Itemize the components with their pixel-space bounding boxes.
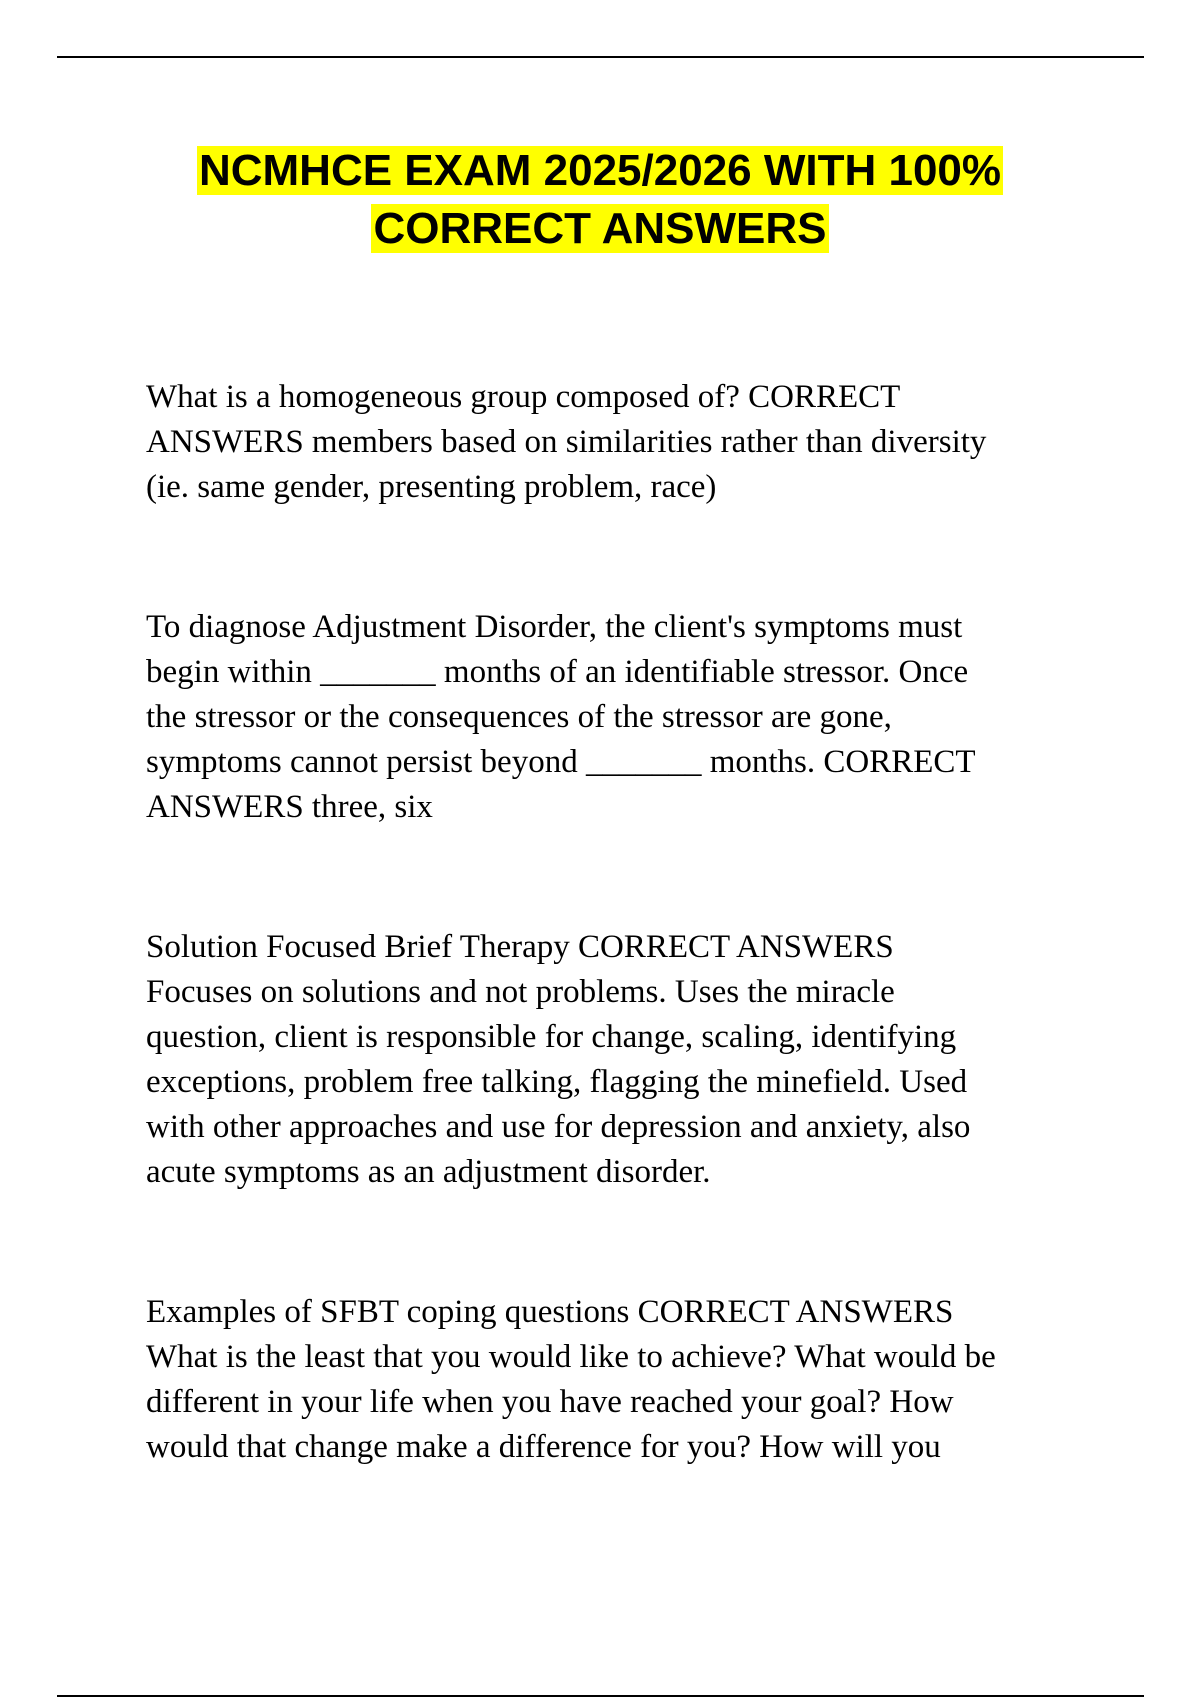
qa-line: (ie. same gender, presenting problem, race) [146, 469, 717, 505]
qa-item [146, 605, 1086, 830]
qa-line: To diagnose Adjustment Disorder, the client's symptoms must [146, 609, 963, 645]
title-line-2 [0, 200, 1200, 258]
qa-line: What is the least that you would like to achieve? What would be [146, 1339, 996, 1375]
qa-line: exceptions, problem free talking, flagging the minefield. Used [146, 1064, 968, 1100]
qa-line: the stressor or the consequences of the stressor are gone, [146, 699, 892, 735]
document-title [0, 142, 1200, 258]
qa-item [146, 1290, 1086, 1470]
title-line-1 [0, 142, 1200, 200]
qa-line: Examples of SFBT coping questions CORRECT ANSWERS [146, 1294, 954, 1330]
qa-line: question, client is responsible for change, scaling, identifying [146, 1019, 957, 1055]
qa-item [146, 375, 1086, 510]
qa-line: What is a homogeneous group composed of? CORRECT [146, 379, 901, 415]
qa-line: Solution Focused Brief Therapy CORRECT ANSWERS [146, 929, 894, 965]
qa-line: acute symptoms as an adjustment disorder. [146, 1154, 711, 1190]
qa-line: symptoms cannot persist beyond _______ months. CORRECT [146, 744, 976, 780]
qa-line: ANSWERS three, six [146, 789, 433, 825]
qa-line: begin within _______ months of an identifiable stressor. Once [146, 654, 969, 690]
qa-item [146, 925, 1086, 1195]
qa-line: would that change make a difference for you? How will you [146, 1429, 941, 1465]
bottom-divider [57, 1695, 1144, 1697]
title-line-1-text: NCMHCE EXAM 2025/2026 WITH 100% [198, 146, 1002, 195]
top-divider [57, 56, 1144, 58]
qa-line: ANSWERS members based on similarities rather than diversity [146, 424, 987, 460]
qa-line: Focuses on solutions and not problems. Uses the miracle [146, 974, 895, 1010]
qa-line: different in your life when you have reached your goal? How [146, 1384, 954, 1420]
qa-list [146, 375, 1086, 1565]
qa-line: with other approaches and use for depression and anxiety, also [146, 1109, 971, 1145]
title-line-2-text: CORRECT ANSWERS [373, 204, 827, 253]
